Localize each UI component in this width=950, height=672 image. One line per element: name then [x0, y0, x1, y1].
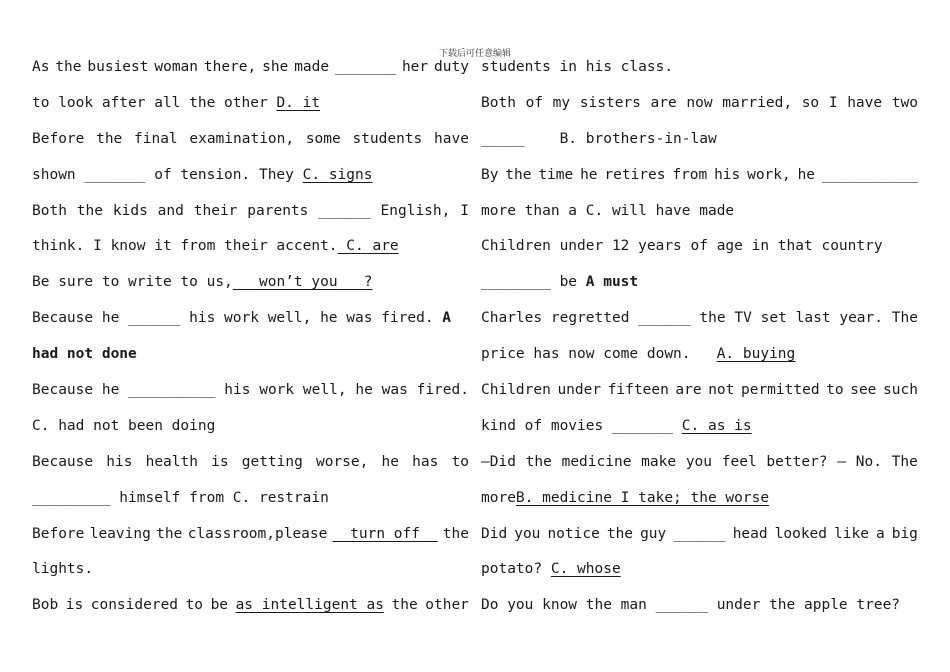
- word: her: [401, 59, 429, 75]
- word: As: [32, 59, 50, 75]
- text-line: [481, 445, 918, 481]
- text-line: [481, 158, 918, 194]
- word: —: [837, 453, 846, 470]
- text-line: potato? C. whose: [481, 561, 621, 578]
- answer: __turn off__: [332, 525, 438, 542]
- word: kids: [112, 202, 148, 219]
- word: permitted: [740, 382, 820, 399]
- word: under: [557, 382, 602, 399]
- left-column: [32, 50, 469, 624]
- word: parents: [247, 202, 309, 219]
- word: his: [106, 453, 133, 470]
- word: retires: [604, 166, 666, 183]
- word: regretted: [550, 310, 630, 327]
- word: health: [145, 453, 198, 470]
- word: fired.: [416, 382, 469, 399]
- word: The: [891, 310, 918, 327]
- word: worse,: [315, 453, 369, 470]
- right-column: [481, 50, 918, 624]
- text-line: [481, 373, 918, 409]
- word: I: [460, 202, 469, 219]
- text-line: [481, 301, 918, 337]
- word: are: [675, 382, 702, 399]
- text-line: Bob is considered to be as intelligent as the other: [32, 588, 469, 624]
- word: of: [525, 94, 544, 111]
- word: TV: [734, 310, 752, 327]
- word: he: [355, 382, 373, 399]
- word: has: [412, 453, 439, 470]
- word: have: [434, 130, 469, 147]
- word: Charles: [481, 310, 543, 327]
- answer: C. as is: [681, 417, 752, 434]
- text-line: [481, 86, 918, 122]
- word: he: [797, 166, 816, 183]
- word: was: [381, 382, 408, 399]
- word: guy: [640, 525, 667, 542]
- word: so: [801, 94, 820, 111]
- word: busiest: [87, 59, 149, 75]
- word: better?: [766, 453, 828, 470]
- word: his: [714, 166, 741, 183]
- answer: B. medicine I take; the worse: [515, 489, 770, 506]
- word: work: [259, 382, 295, 399]
- word: there,: [203, 59, 257, 75]
- word: his: [224, 382, 251, 399]
- word: the: [505, 166, 532, 183]
- text-line: ________ be A must: [481, 274, 639, 291]
- word: final: [134, 130, 178, 147]
- word: she: [262, 59, 289, 75]
- word: I: [828, 94, 838, 111]
- word: Both: [481, 94, 516, 111]
- word: the: [55, 59, 82, 75]
- text-line: more than a C. will have made: [481, 202, 735, 219]
- word: their: [193, 202, 238, 219]
- word: the: [525, 453, 552, 470]
- word: big: [891, 525, 918, 542]
- word: getting: [241, 453, 303, 470]
- answer: C. are: [337, 238, 399, 255]
- text-line: Be sure to write to us,___won’t you___?: [32, 274, 373, 291]
- word: Both: [32, 202, 67, 219]
- word: you: [514, 525, 541, 542]
- text-line: moreB. medicine I take; the worse: [481, 489, 770, 506]
- word: such: [883, 382, 918, 399]
- word: looked: [774, 525, 828, 542]
- answer: C. signs: [302, 166, 373, 183]
- word: to: [826, 382, 844, 399]
- answer: A: [442, 310, 451, 327]
- word: woman: [154, 59, 199, 75]
- word: make: [641, 453, 677, 470]
- word: he: [381, 453, 399, 470]
- word: _______: [334, 59, 397, 75]
- word: made: [294, 59, 330, 75]
- word: ______: [673, 525, 726, 542]
- word: a: [875, 525, 885, 542]
- word: ___________: [821, 166, 918, 183]
- word: notice: [547, 525, 600, 542]
- word: Because: [32, 382, 94, 399]
- word: Did: [481, 525, 508, 542]
- answer-line: C. had not been doing: [32, 417, 216, 434]
- text-line: kind of movies _______ C. as is: [481, 417, 752, 434]
- text-line: [32, 122, 469, 158]
- word: time: [538, 166, 574, 183]
- word: ______: [638, 310, 691, 327]
- word: two: [891, 94, 918, 111]
- text-line: [32, 50, 469, 86]
- text-line: [32, 445, 469, 481]
- text-line: Children under 12 years of age in that country: [481, 238, 883, 255]
- word: sisters: [579, 94, 641, 111]
- word: married,: [722, 94, 793, 111]
- word: to: [451, 453, 469, 470]
- answer: as intelligent as: [235, 597, 384, 614]
- text-line: [32, 373, 469, 409]
- word: By: [481, 166, 499, 183]
- word: have: [847, 94, 883, 111]
- word: Before: [32, 130, 85, 147]
- text-line: to look after all the other D. it: [32, 94, 321, 111]
- text-line: lights.: [32, 561, 94, 578]
- word: from: [672, 166, 708, 183]
- word: he: [101, 382, 120, 399]
- answer: A. buying: [716, 346, 796, 363]
- word: see: [850, 382, 877, 399]
- page-header: 下载后可任意编辑: [438, 49, 511, 59]
- word: examination,: [189, 130, 295, 147]
- text-line: _____ B. brothers-in-law: [481, 130, 717, 147]
- text-line: [481, 517, 918, 553]
- word: some: [305, 130, 341, 147]
- word: now: [686, 94, 713, 111]
- word: feel: [721, 453, 757, 470]
- word: is: [211, 453, 229, 470]
- word: he: [580, 166, 598, 183]
- word: —Did: [481, 453, 516, 470]
- word: year.: [839, 310, 883, 327]
- word: ______: [318, 202, 371, 219]
- answer: C. whose: [550, 561, 621, 578]
- word: set: [760, 310, 787, 327]
- word: The: [891, 453, 918, 470]
- text-line: students in his class.: [481, 59, 674, 75]
- word: are: [650, 94, 677, 111]
- word: Children: [481, 382, 551, 399]
- word: Because: [32, 453, 94, 470]
- word: head: [732, 525, 768, 542]
- word: work,: [747, 166, 791, 183]
- word: last: [795, 310, 831, 327]
- word: my: [552, 94, 571, 111]
- text-line: [32, 194, 469, 230]
- word: like: [834, 525, 869, 542]
- word: No.: [855, 453, 882, 470]
- word: fifteen: [607, 382, 669, 399]
- word: and: [157, 202, 184, 219]
- word: the: [699, 310, 726, 327]
- text-line: Because he ______ his work well, he was fired. A: [32, 301, 469, 337]
- word: the: [76, 202, 103, 219]
- word: well,: [302, 382, 347, 399]
- word: students: [352, 130, 423, 147]
- word: duty: [434, 59, 469, 75]
- answer: A must: [585, 274, 639, 291]
- text-line: Do you know the man ______ under the apple tree?: [481, 597, 901, 614]
- word: __________: [128, 382, 216, 399]
- text-line: Before leaving the classroom,please __turn off__ the: [32, 517, 469, 553]
- text-line: think. I know it from their accent. C. are: [32, 238, 399, 255]
- word: the: [606, 525, 634, 542]
- word: you: [685, 453, 713, 470]
- answer: D. it: [276, 94, 321, 111]
- word: medicine: [561, 453, 632, 470]
- text-line: shown _______ of tension. They C. signs: [32, 166, 373, 183]
- word: English,: [380, 202, 451, 219]
- answer-line: had not done: [32, 346, 137, 363]
- text-line: _________ himself from C. restrain: [32, 489, 329, 506]
- word: not: [708, 382, 735, 399]
- text-line: price has now come down. A. buying: [481, 346, 796, 363]
- word: the: [96, 130, 123, 147]
- answer: ___won’t you___?: [232, 274, 373, 291]
